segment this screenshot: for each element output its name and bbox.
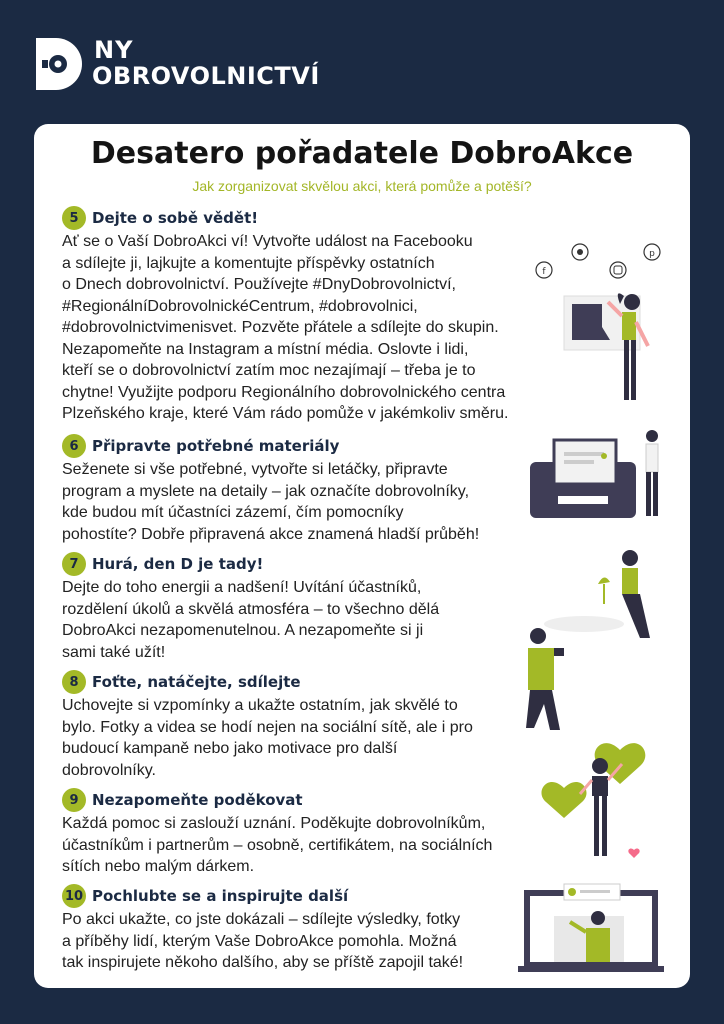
text-line: tak inspirujete někoho dalšího, aby se příště zapojil také! [62,954,464,971]
section-number: 10 [62,884,86,908]
section-7 [62,552,439,663]
section-number: 8 [62,670,86,694]
text-line: Po akci ukažte, co jste dokázali – sdílejte výsledky, fotky [62,911,461,928]
section-text [62,909,463,974]
section-number: 7 [62,552,86,576]
page-subtitle: Jak zorganizovat skvělou akci, která pomůže a potěší? [192,178,532,194]
text-line: sítích nebo malým dárkem. [62,858,255,875]
logo-line1: NY [94,36,134,64]
section-text [62,813,492,878]
logo-line2: OBROVOLNICTVÍ [92,62,320,90]
text-line: Nezapomeňte na Instagram a místní média. Oslovte i lidi, [62,340,469,358]
facebook-icon [536,262,552,278]
text-line: Každá pomoc si zaslouží uznání. Poděkujte dobrovolníkům, [62,815,486,832]
section-9 [62,788,492,878]
logo-mark [34,36,90,92]
printer-illustration [528,424,668,524]
text-line: sami také užít! [62,643,166,661]
text-line: účastníkům i partnerům – osobně, certifikátem, na sociálních [62,836,493,854]
text-line: kteří se o dobrovolnictví zatím moc nezajímají – třeba je to [62,362,476,379]
logo [34,36,374,94]
section-8 [62,670,473,781]
text-line: program a myslete na detaily – jak označíte dobrovolníky, [62,482,470,500]
text-line: #dobrovolnictvimenisvet. Pozvěte přátele a sdílejte do skupin. [62,319,499,336]
hearts-illustration [540,710,660,870]
pinterest-icon [644,244,660,260]
text-line: DobroAkci nezapomenutelnou. A nezapomeňte si ji [62,622,424,639]
section-title: Nezapomeňte poděkovat [92,791,303,809]
section-title: Hurá, den D je tady! [92,555,264,573]
instagram-icon [610,262,626,278]
section-5 [62,206,508,425]
section-title: Foťte, natáčejte, sdílejte [92,673,301,691]
section-text [62,695,473,781]
svg-text:f: f [542,267,546,277]
text-line: dobrovolníky. [62,761,156,779]
svg-text:p: p [649,249,655,259]
section-text [62,577,439,663]
section-number: 5 [62,206,86,230]
laptop-illustration [518,876,664,976]
text-line: budoucí kampaně nebo jako motivace pro další [62,740,398,757]
text-line: a sdílejte ji, lajkujte a komentujte příspěvky ostatních [62,254,435,272]
section-number: 6 [62,434,86,458]
text-line: Uchovejte si vzpomínky a ukažte ostatním, jak skvělé to [62,697,458,714]
text-line: Dejte do toho energii a nadšení! Uvítání účastníků, [62,579,422,596]
text-line: bylo. Fotky a videa se hodí nejen na sociální sítě, ale i pro [62,718,473,736]
content-card [34,124,690,988]
text-line: Ať se o Vaší DobroAkci ví! Vytvořte událost na Facebooku [62,233,473,250]
text-line: chytne! Využijte podporu Regionálního dobrovolnického centra [62,383,506,401]
section-title: Dejte o sobě vědět! [92,209,259,227]
section-6 [62,434,479,545]
text-line: kde budou mít účastníci zázemí, čím pomocníky [62,504,404,521]
section-number: 9 [62,788,86,812]
text-line: Seženete si vše potřebné, vytvořte si letáčky, připravte [62,461,448,478]
section-text [62,231,508,425]
section-10 [62,884,463,974]
text-line: o Dnech dobrovolnictví. Používejte #DnyDobrovolnictví, [62,276,456,293]
page-title: Desatero pořadatele DobroAkce [90,136,634,171]
section-text [62,459,479,545]
twitter-icon [572,244,588,260]
social-media-illustration [524,236,664,416]
text-line: a příběhy lidí, kterým Vaše DobroAkce pomohla. Možná [62,932,457,950]
text-line: #RegionálníDobrovolnickéCentrum, #dobrovolnici, [62,297,418,315]
section-title: Pochlubte se a inspirujte další [92,887,349,905]
text-line: pohostíte? Dobře připravená akce znamená hladší průběh! [62,525,480,543]
text-line: rozdělení úkolů a skvělá atmosféra – to všechno dělá [62,600,440,618]
text-line: Plzeňského kraje, které Vám rádo pomůže v jakémkoliv směru. [62,405,509,422]
section-title: Připravte potřebné materiály [92,437,340,455]
